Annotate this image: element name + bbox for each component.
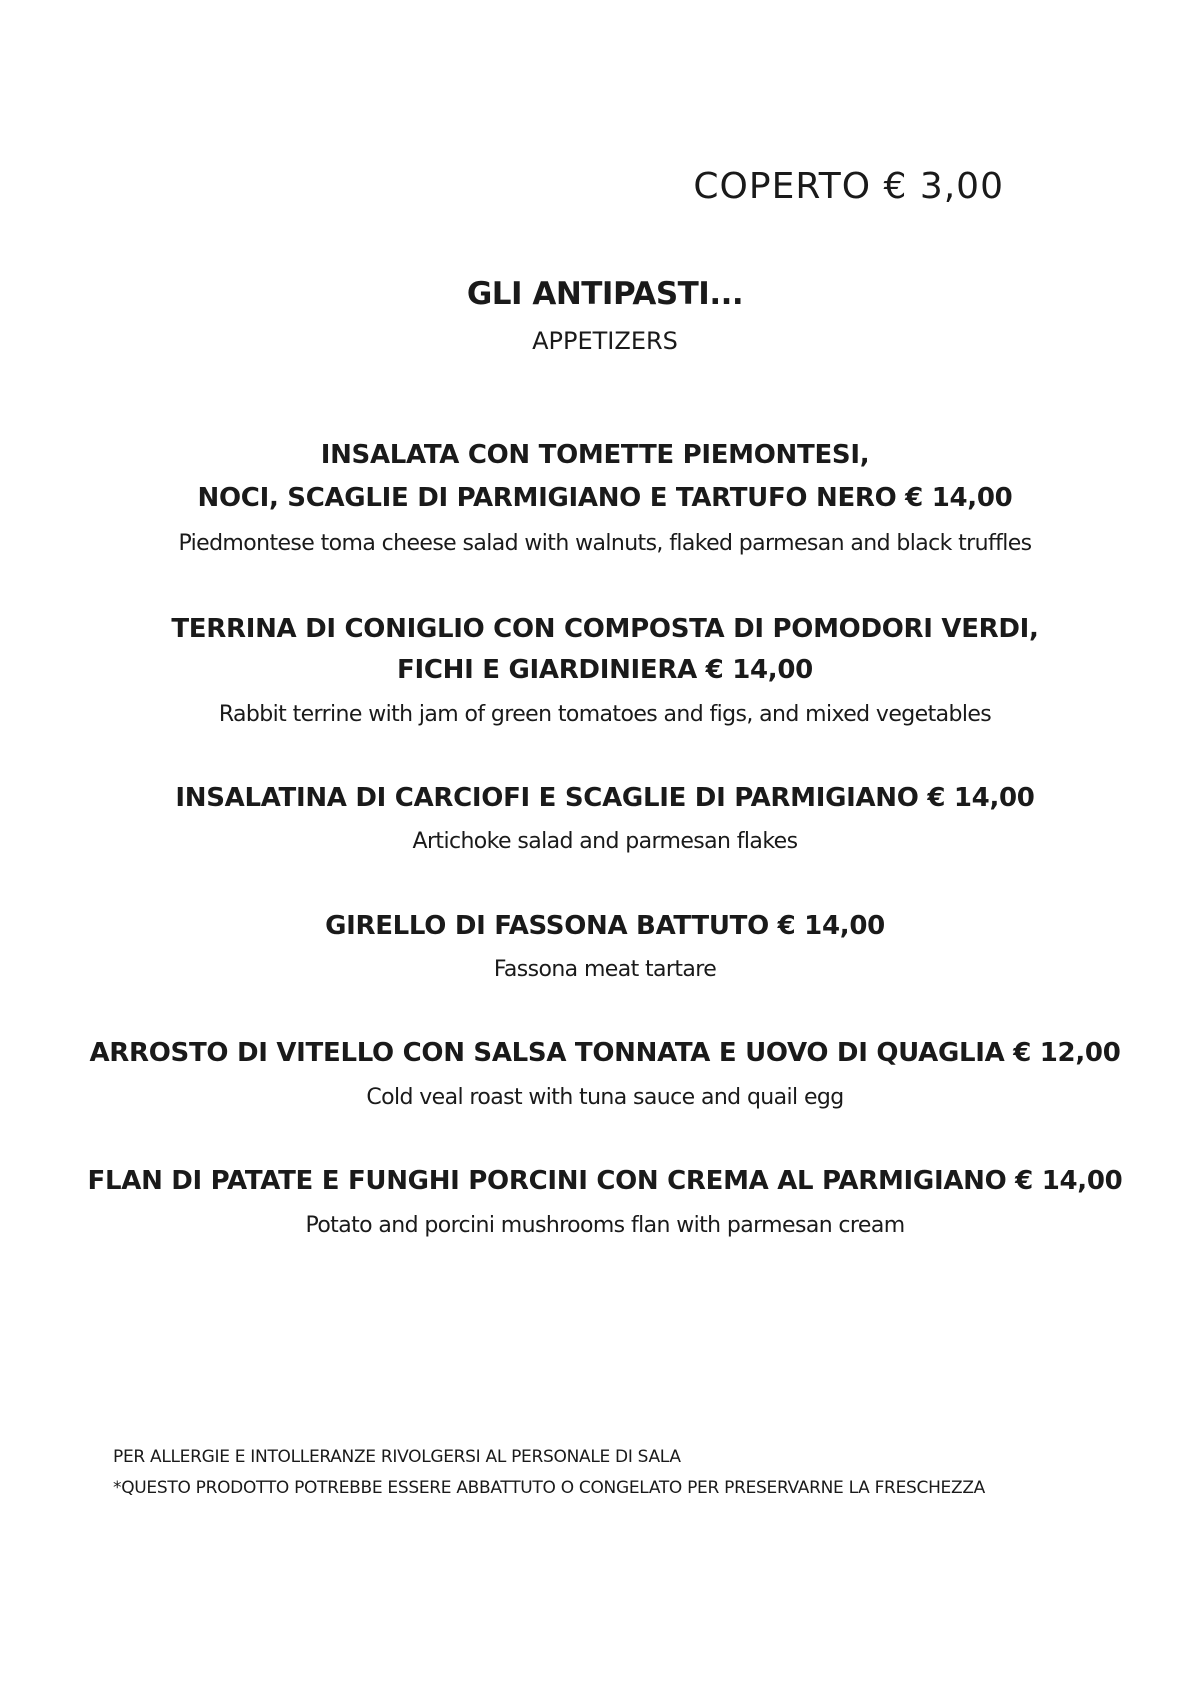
section-subtitle: APPETIZERS xyxy=(532,327,678,355)
dish-3-description: Artichoke salad and parmesan flakes xyxy=(412,829,798,854)
dish-6-name: FLAN DI PATATE E FUNGHI PORCINI CON CREMA AL PARMIGIANO € 14,00 xyxy=(87,1166,1123,1196)
dish-2-name-line-1: TERRINA DI CONIGLIO CON COMPOSTA DI POMODORI VERDI, xyxy=(171,614,1039,644)
dish-4-name: GIRELLO DI FASSONA BATTUTO € 14,00 xyxy=(325,911,885,941)
allergy-note: PER ALLERGIE E INTOLLERANZE RIVOLGERSI AL PERSONALE DI SALA xyxy=(113,1447,681,1467)
dish-5-description: Cold veal roast with tuna sauce and quail egg xyxy=(366,1085,844,1110)
dish-1-description: Piedmontese toma cheese salad with walnuts, flaked parmesan and black truffles xyxy=(178,531,1032,556)
dish-4-description: Fassona meat tartare xyxy=(493,957,717,982)
dish-1-name-line-1: INSALATA CON TOMETTE PIEMONTESI, xyxy=(320,440,870,470)
section-title: GLI ANTIPASTI... xyxy=(466,276,744,312)
dish-1-name-line-2: NOCI, SCAGLIE DI PARMIGIANO E TARTUFO NERO € 14,00 xyxy=(197,483,1013,513)
dish-2-name-line-2: FICHI E GIARDINIERA € 14,00 xyxy=(397,655,813,685)
dish-2-description: Rabbit terrine with jam of green tomatoes and figs, and mixed vegetables xyxy=(218,702,992,727)
cover-charge: COPERTO € 3,00 xyxy=(693,166,1004,207)
dish-3-name: INSALATINA DI CARCIOFI E SCAGLIE DI PARMIGIANO € 14,00 xyxy=(175,783,1035,813)
frozen-product-note: *QUESTO PRODOTTO POTREBBE ESSERE ABBATTUTO O CONGELATO PER PRESERVARNE LA FRESCHEZZA xyxy=(113,1478,986,1498)
dish-6-description: Potato and porcini mushrooms flan with parmesan cream xyxy=(305,1213,905,1238)
dish-5-name: ARROSTO DI VITELLO CON SALSA TONNATA E UOVO DI QUAGLIA € 12,00 xyxy=(89,1038,1121,1068)
